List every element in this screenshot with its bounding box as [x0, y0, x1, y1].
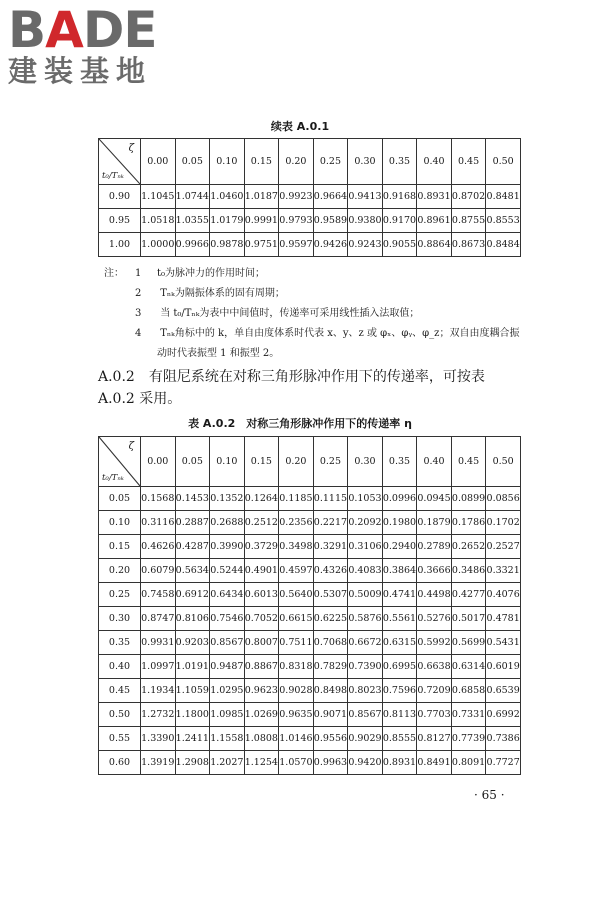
- table-cell: 1.0187: [244, 185, 279, 209]
- table-cell: 0.6315: [382, 631, 417, 655]
- table-cell: 1.2908: [175, 751, 210, 775]
- note-item: [104, 284, 519, 304]
- table-cell: 1.0191: [175, 655, 210, 679]
- table-cell: 0.9168: [382, 185, 417, 209]
- table-cell: 0.7739: [451, 727, 486, 751]
- table-cell: 1.3390: [141, 727, 176, 751]
- table-row: [99, 559, 521, 583]
- table-cell: 0.9071: [313, 703, 348, 727]
- table1: [98, 138, 521, 257]
- note-text: Tₙₖ为隔振体系的固有周期；: [160, 288, 285, 299]
- row-label: 0.50: [99, 703, 141, 727]
- table-cell: 0.5009: [348, 583, 383, 607]
- table-cell: 0.6013: [244, 583, 279, 607]
- table-cell: 1.1558: [210, 727, 245, 751]
- table-cell: 0.8553: [486, 209, 521, 233]
- table-cell: 0.7511: [279, 631, 314, 655]
- table-cell: 0.2652: [451, 535, 486, 559]
- table-cell: 0.2512: [244, 511, 279, 535]
- table-cell: 0.9170: [382, 209, 417, 233]
- table-cell: 0.1702: [486, 511, 521, 535]
- table1-caption: 续表 A.0.1: [270, 120, 330, 133]
- table-row: [99, 185, 521, 209]
- table-cell: 0.2527: [486, 535, 521, 559]
- table-cell: 0.5017: [451, 607, 486, 631]
- row-label: 0.55: [99, 727, 141, 751]
- table-cell: 0.5992: [417, 631, 452, 655]
- corner-ratio-label: t₀/Tₙₖ: [102, 473, 124, 483]
- table-cell: 0.3729: [244, 535, 279, 559]
- table-cell: 0.2356: [279, 511, 314, 535]
- table-cell: 0.5634: [175, 559, 210, 583]
- corner-zeta-label: ζ: [128, 441, 134, 452]
- table-cell: 0.9966: [175, 233, 210, 257]
- table-cell: 0.9028: [279, 679, 314, 703]
- table-cell: 0.6615: [279, 607, 314, 631]
- table-cell: 1.3919: [141, 751, 176, 775]
- table-cell: 0.8702: [451, 185, 486, 209]
- table-cell: 0.8113: [382, 703, 417, 727]
- table-cell: 0.8567: [348, 703, 383, 727]
- table-row: [99, 655, 521, 679]
- table-cell: 0.1879: [417, 511, 452, 535]
- table-cell: 0.3116: [141, 511, 176, 535]
- table-cell: 0.4287: [175, 535, 210, 559]
- table-cell: 0.8484: [486, 233, 521, 257]
- table-cell: 0.1786: [451, 511, 486, 535]
- column-header: 0.40: [417, 139, 452, 185]
- note-item: [104, 304, 519, 324]
- table-cell: 0.8747: [141, 607, 176, 631]
- table-cell: 1.0518: [141, 209, 176, 233]
- table-cell: 1.0744: [175, 185, 210, 209]
- table-cell: 0.5431: [486, 631, 521, 655]
- table-cell: 1.2411: [175, 727, 210, 751]
- row-label: 0.45: [99, 679, 141, 703]
- table-cell: 1.0460: [210, 185, 245, 209]
- table-cell: 0.5276: [417, 607, 452, 631]
- table-cell: 0.4901: [244, 559, 279, 583]
- paragraph-line: A.0.2 采用。: [98, 391, 182, 407]
- table-cell: 0.8491: [417, 751, 452, 775]
- table-cell: 0.7546: [210, 607, 245, 631]
- table-row: [99, 583, 521, 607]
- table-cell: 0.3498: [279, 535, 314, 559]
- table-cell: 0.0899: [451, 487, 486, 511]
- column-header: 0.50: [486, 437, 521, 487]
- table-cell: 1.1800: [175, 703, 210, 727]
- table-cell: 0.7703: [417, 703, 452, 727]
- column-header: 0.25: [313, 437, 348, 487]
- table-cell: 0.9931: [141, 631, 176, 655]
- table-row: [99, 631, 521, 655]
- note-text: t₀为脉冲力的作用时间；: [157, 268, 266, 279]
- row-label: 0.15: [99, 535, 141, 559]
- table-row: [99, 751, 521, 775]
- row-label: 0.10: [99, 511, 141, 535]
- table-cell: 0.6539: [486, 679, 521, 703]
- table-cell: 0.7829: [313, 655, 348, 679]
- notes-label: 注：: [104, 268, 124, 279]
- row-label: 0.05: [99, 487, 141, 511]
- table-cell: 0.3291: [313, 535, 348, 559]
- table-cell: 0.2688: [210, 511, 245, 535]
- table-cell: 0.6995: [382, 655, 417, 679]
- table-cell: 1.0997: [141, 655, 176, 679]
- table-cell: 0.6314: [451, 655, 486, 679]
- logo-wordmark: [8, 1, 183, 59]
- row-label: 0.90: [99, 185, 141, 209]
- table-cell: 0.4597: [279, 559, 314, 583]
- table-cell: 0.7068: [313, 631, 348, 655]
- table-cell: 0.9203: [175, 631, 210, 655]
- column-header: 0.00: [141, 139, 176, 185]
- table-cell: 0.9664: [313, 185, 348, 209]
- table-cell: 0.6992: [486, 703, 521, 727]
- table-cell: 0.8091: [451, 751, 486, 775]
- table-cell: 0.7458: [141, 583, 176, 607]
- column-header: 0.10: [210, 139, 245, 185]
- table-cell: 0.9556: [313, 727, 348, 751]
- table-cell: 0.0945: [417, 487, 452, 511]
- table-cell: 0.1115: [313, 487, 348, 511]
- table-cell: 0.6638: [417, 655, 452, 679]
- column-header: 0.50: [486, 139, 521, 185]
- table-cell: 0.9380: [348, 209, 383, 233]
- row-label: 0.20: [99, 559, 141, 583]
- table-cell: 0.7331: [451, 703, 486, 727]
- table-cell: 0.3864: [382, 559, 417, 583]
- table-cell: 0.2940: [382, 535, 417, 559]
- table-cell: 0.3666: [417, 559, 452, 583]
- column-header: 0.00: [141, 437, 176, 487]
- table-cell: 0.9991: [244, 209, 279, 233]
- row-label: 0.60: [99, 751, 141, 775]
- column-header: 0.20: [279, 139, 314, 185]
- table-cell: 0.9487: [210, 655, 245, 679]
- table-cell: 0.9055: [382, 233, 417, 257]
- row-label: 0.35: [99, 631, 141, 655]
- note-continuation: 动时代表振型 1 和振型 2。: [157, 348, 280, 359]
- table-row: [99, 607, 521, 631]
- table-row: [99, 233, 521, 257]
- row-label: 1.00: [99, 233, 141, 257]
- column-header: 0.05: [175, 139, 210, 185]
- column-header: 0.10: [210, 437, 245, 487]
- row-label: 0.25: [99, 583, 141, 607]
- table-cell: 0.9420: [348, 751, 383, 775]
- column-header: 0.20: [279, 437, 314, 487]
- table-cell: 0.7209: [417, 679, 452, 703]
- table-cell: 0.7727: [486, 751, 521, 775]
- table-row: [99, 487, 521, 511]
- table-cell: 0.9963: [313, 751, 348, 775]
- table-cell: 0.4083: [348, 559, 383, 583]
- note-item: [104, 264, 519, 284]
- column-header: 0.05: [175, 437, 210, 487]
- note-number: 2: [135, 288, 142, 299]
- table-cell: 0.3990: [210, 535, 245, 559]
- table-cell: 0.5307: [313, 583, 348, 607]
- note-item: [104, 324, 519, 344]
- note-text: 当 t₀/Tₙₖ为表中中间值时，传递率可采用线性插入法取值；: [160, 308, 420, 319]
- table-cell: 0.3106: [348, 535, 383, 559]
- table-cell: 0.1568: [141, 487, 176, 511]
- table-cell: 0.4741: [382, 583, 417, 607]
- table-cell: 0.5244: [210, 559, 245, 583]
- note-number: 1: [135, 268, 142, 279]
- column-header: 0.45: [451, 437, 486, 487]
- table-cell: 0.1352: [210, 487, 245, 511]
- table-cell: 0.8498: [313, 679, 348, 703]
- corner-zeta-label: ζ: [128, 143, 134, 154]
- table-cell: 1.1059: [175, 679, 210, 703]
- table-cell: 0.8867: [244, 655, 279, 679]
- column-header: 0.30: [348, 437, 383, 487]
- column-header: 0.35: [382, 437, 417, 487]
- table-cell: 0.8864: [417, 233, 452, 257]
- table-cell: 0.4076: [486, 583, 521, 607]
- table-cell: 0.8961: [417, 209, 452, 233]
- table2-caption: 表 A.0.2 对称三角形脉冲作用下的传递率 η: [188, 417, 412, 430]
- table-cell: 0.5699: [451, 631, 486, 655]
- table-cell: 0.7390: [348, 655, 383, 679]
- table-cell: 0.7386: [486, 727, 521, 751]
- table-cell: 0.9923: [279, 185, 314, 209]
- table-cell: 0.9751: [244, 233, 279, 257]
- column-header: 0.30: [348, 139, 383, 185]
- table-cell: 0.2217: [313, 511, 348, 535]
- table-cell: 1.1934: [141, 679, 176, 703]
- table-cell: 0.4781: [486, 607, 521, 631]
- note-number: 4: [135, 328, 142, 339]
- table-cell: 0.9878: [210, 233, 245, 257]
- table-cell: 0.6019: [486, 655, 521, 679]
- table-cell: 0.8007: [244, 631, 279, 655]
- table-cell: 0.8673: [451, 233, 486, 257]
- table-cell: 0.9029: [348, 727, 383, 751]
- table-cell: 0.6225: [313, 607, 348, 631]
- page-number: · 65 ·: [474, 788, 505, 802]
- column-header: 0.40: [417, 437, 452, 487]
- table-cell: 0.8931: [382, 751, 417, 775]
- table-row: [99, 209, 521, 233]
- table-cell: 0.8127: [417, 727, 452, 751]
- row-label: 0.40: [99, 655, 141, 679]
- table-cell: 0.1185: [279, 487, 314, 511]
- table-cell: 0.1053: [348, 487, 383, 511]
- table-cell: 0.4326: [313, 559, 348, 583]
- table-cell: 0.9635: [279, 703, 314, 727]
- table-cell: 0.9589: [313, 209, 348, 233]
- table-cell: 0.9243: [348, 233, 383, 257]
- table-cell: 0.8481: [486, 185, 521, 209]
- table-cell: 0.6912: [175, 583, 210, 607]
- table-cell: 0.7052: [244, 607, 279, 631]
- row-label: 0.95: [99, 209, 141, 233]
- table-cell: 0.8755: [451, 209, 486, 233]
- table-cell: 0.9793: [279, 209, 314, 233]
- table-cell: 0.9413: [348, 185, 383, 209]
- paragraph-line: A.0.2 有阻尼系统在对称三角形脉冲作用下的传递率，可按表: [98, 369, 485, 385]
- table-cell: 1.0355: [175, 209, 210, 233]
- note-number: 3: [135, 308, 142, 319]
- table-cell: 0.3321: [486, 559, 521, 583]
- table-cell: 1.2027: [210, 751, 245, 775]
- table-cell: 0.2092: [348, 511, 383, 535]
- table-cell: 0.1980: [382, 511, 417, 535]
- section-paragraph: [98, 366, 528, 410]
- table-cell: 0.8567: [210, 631, 245, 655]
- column-header: 0.35: [382, 139, 417, 185]
- table-cell: 0.8318: [279, 655, 314, 679]
- notes: [104, 264, 519, 364]
- table-cell: 0.1264: [244, 487, 279, 511]
- table-cell: 0.0856: [486, 487, 521, 511]
- table-corner-header: [99, 437, 141, 487]
- table-cell: 1.0269: [244, 703, 279, 727]
- table-cell: 0.5561: [382, 607, 417, 631]
- column-header: 0.15: [244, 437, 279, 487]
- row-label: 0.30: [99, 607, 141, 631]
- logo-letter: D: [82, 1, 124, 59]
- table-cell: 0.6858: [451, 679, 486, 703]
- table-row: [99, 679, 521, 703]
- table-row: [99, 535, 521, 559]
- table-cell: 0.4498: [417, 583, 452, 607]
- table-row: [99, 511, 521, 535]
- table-cell: 0.8106: [175, 607, 210, 631]
- table-cell: 0.6434: [210, 583, 245, 607]
- table-cell: 1.0000: [141, 233, 176, 257]
- table-cell: 0.6079: [141, 559, 176, 583]
- table-cell: 0.7596: [382, 679, 417, 703]
- logo-letter: B: [8, 1, 46, 59]
- table-cell: 1.0179: [210, 209, 245, 233]
- table-cell: 0.9597: [279, 233, 314, 257]
- table-cell: 1.2732: [141, 703, 176, 727]
- logo-letter: E: [123, 1, 157, 59]
- table-cell: 1.0295: [210, 679, 245, 703]
- corner-ratio-label: t₀/Tₙₖ: [102, 171, 124, 181]
- table-cell: 0.5640: [279, 583, 314, 607]
- table-corner-header: [99, 139, 141, 185]
- table-cell: 0.9426: [313, 233, 348, 257]
- table-cell: 0.0996: [382, 487, 417, 511]
- table-cell: 0.9623: [244, 679, 279, 703]
- note-text: Tₙₖ角标中的 k，单自由度体系时代表 x、y、z 或 φₓ、φᵧ、φ_z；双自由度耦合振: [160, 328, 520, 339]
- table2: [98, 436, 521, 775]
- table-cell: 1.0808: [244, 727, 279, 751]
- logo-subtitle: 建装基地: [8, 54, 153, 88]
- table-cell: 0.5876: [348, 607, 383, 631]
- table-cell: 1.0985: [210, 703, 245, 727]
- column-header: 0.45: [451, 139, 486, 185]
- table-cell: 0.4626: [141, 535, 176, 559]
- table-cell: 1.1045: [141, 185, 176, 209]
- column-header: 0.25: [313, 139, 348, 185]
- table-cell: 0.2789: [417, 535, 452, 559]
- table-cell: 0.8555: [382, 727, 417, 751]
- table-cell: 1.0146: [279, 727, 314, 751]
- bade-logo: [8, 1, 183, 88]
- table-cell: 0.3486: [451, 559, 486, 583]
- column-header: 0.15: [244, 139, 279, 185]
- table-row: [99, 727, 521, 751]
- table-row: [99, 703, 521, 727]
- table-cell: 0.6672: [348, 631, 383, 655]
- table-cell: 1.1254: [244, 751, 279, 775]
- logo-letter-a: A: [45, 1, 83, 59]
- table-cell: 0.8023: [348, 679, 383, 703]
- table-cell: 0.8931: [417, 185, 452, 209]
- table-cell: 1.0570: [279, 751, 314, 775]
- table-cell: 0.4277: [451, 583, 486, 607]
- table-cell: 0.2887: [175, 511, 210, 535]
- table-cell: 0.1453: [175, 487, 210, 511]
